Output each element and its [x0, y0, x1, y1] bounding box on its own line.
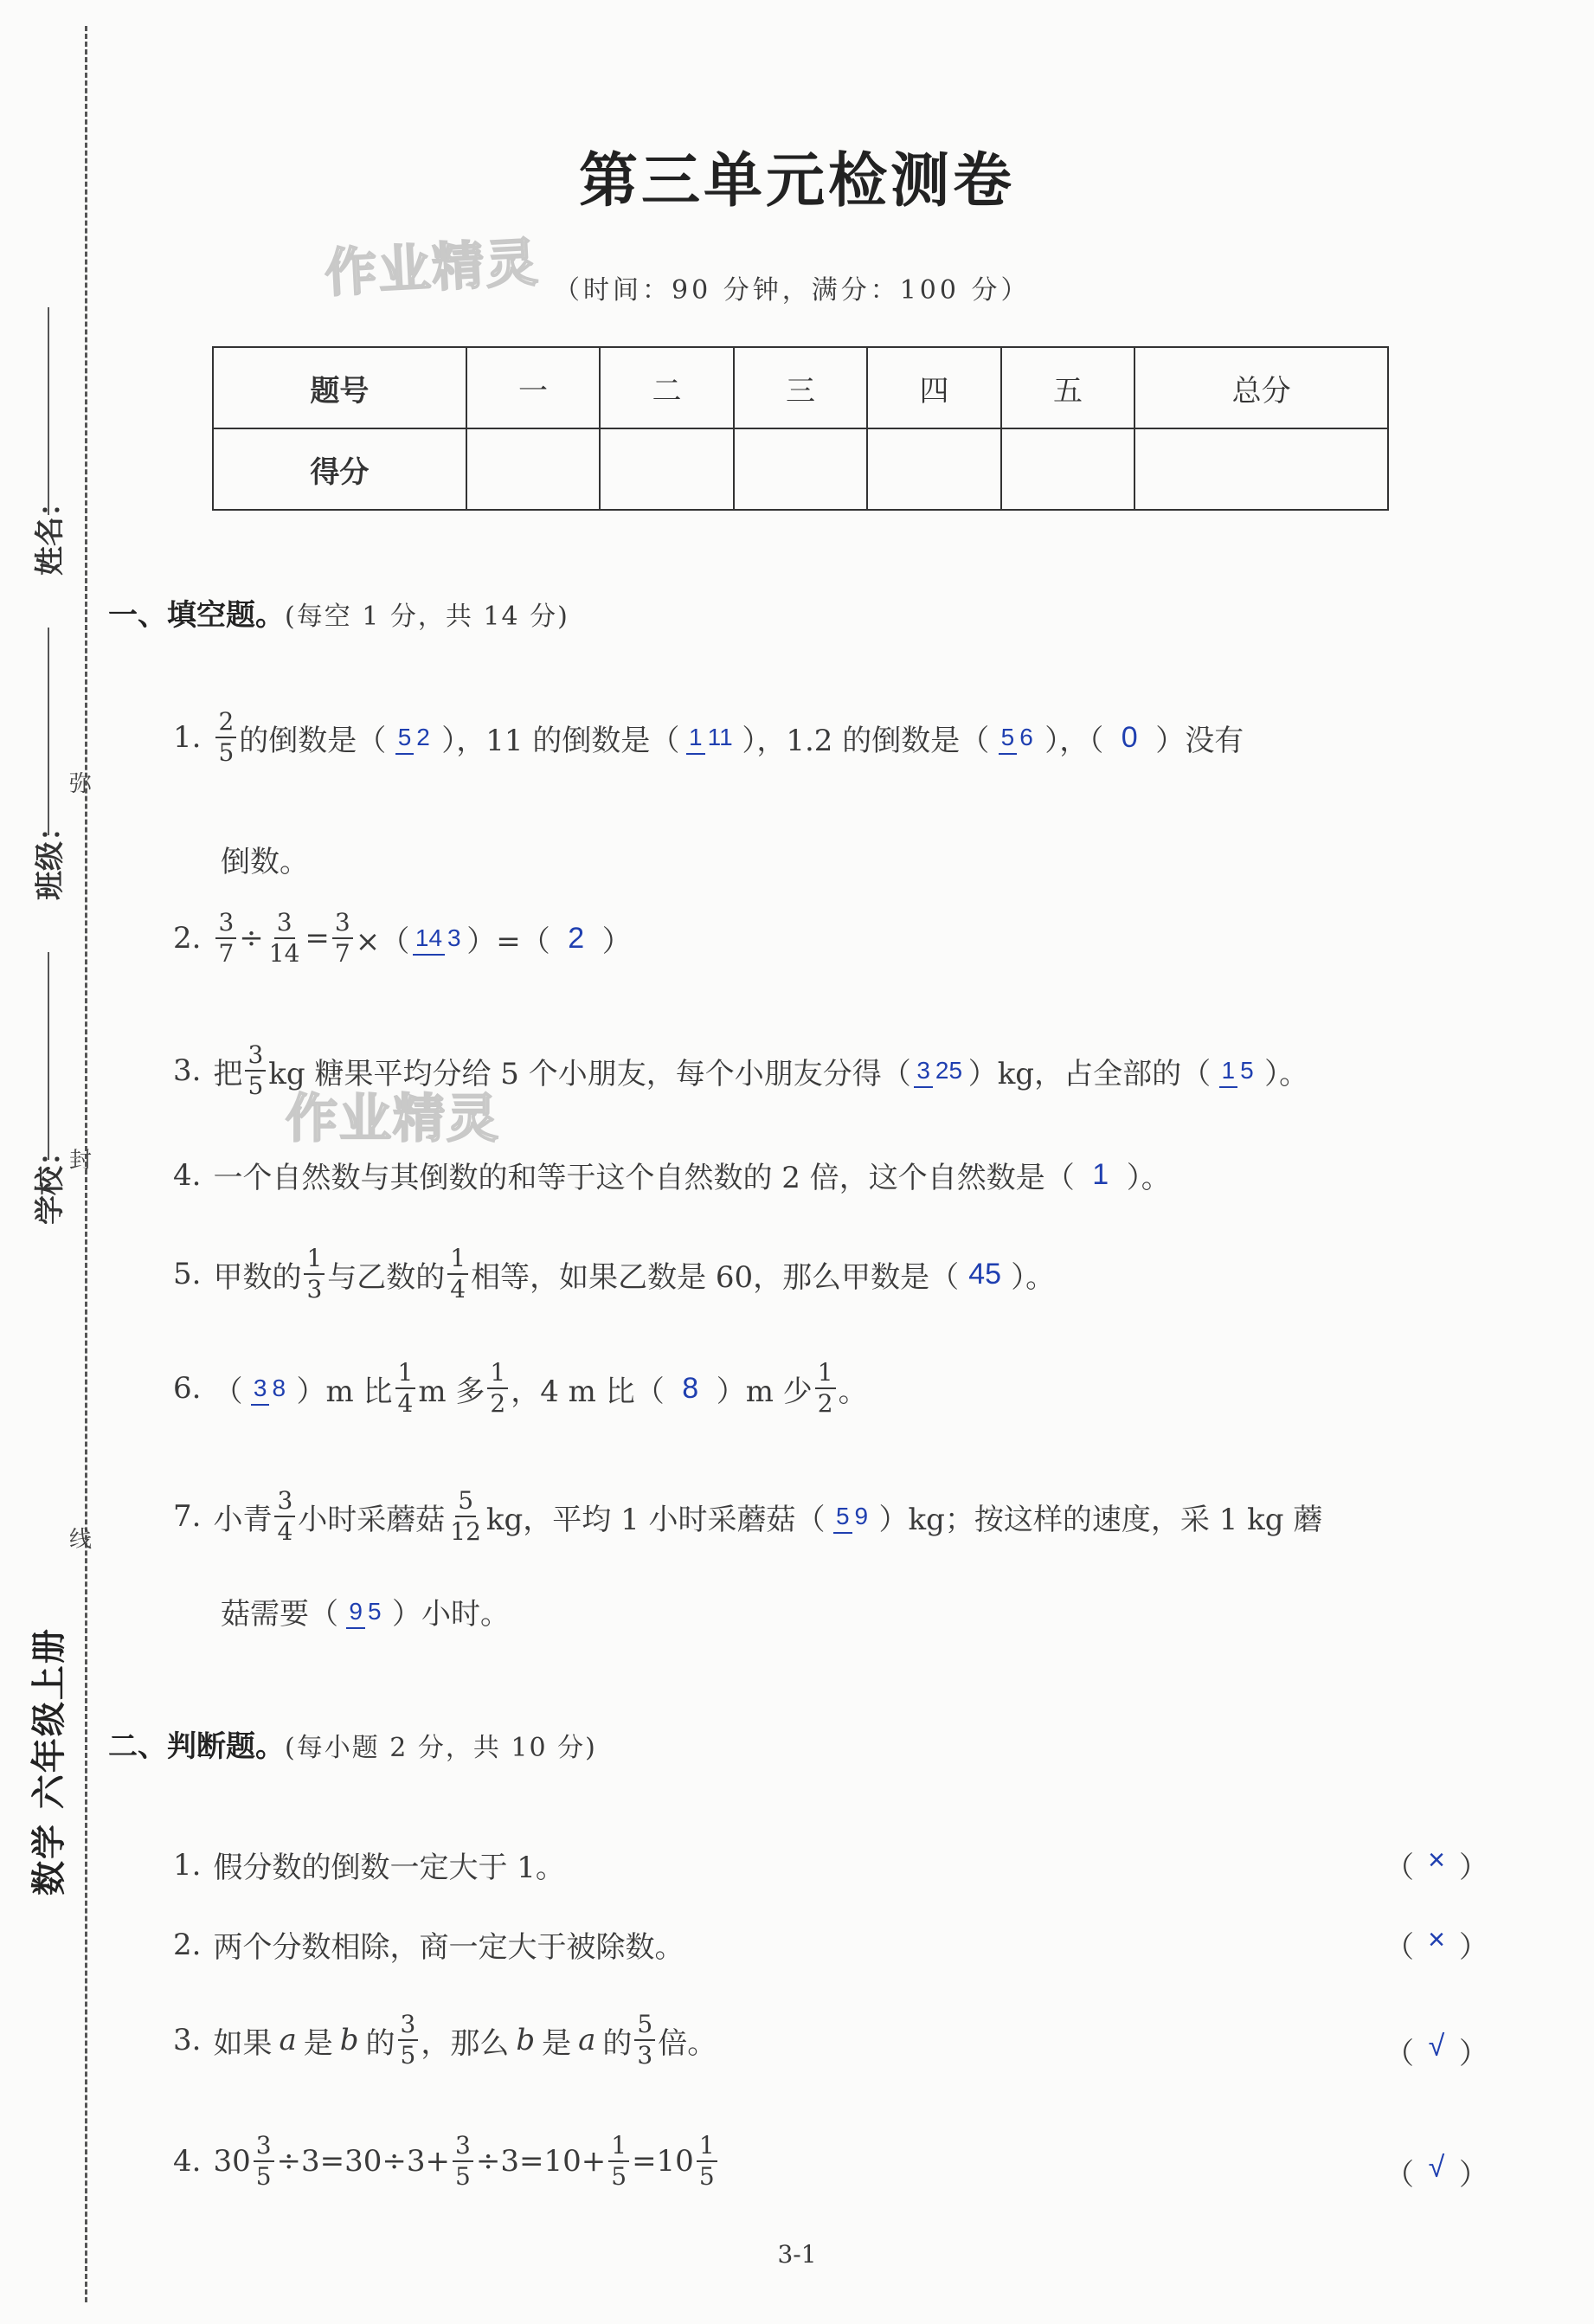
answer-7a[interactable]: 5 9 [828, 1504, 877, 1529]
school-label: 学校： [33, 1136, 67, 1225]
fill-question-4: 4. 一个自然数与其倒数的和等于这个自然数的 2 倍，这个自然数是（ 1 ）。 [173, 1157, 1171, 1195]
fill-question-2: 2. $\frac{3}{7}$ ÷ $\frac{3}{14}$ = $\frac{3}{7}$ ×（ 14 3 ）=（ 2 ） [173, 908, 632, 968]
answer-1d[interactable]: 0 [1121, 720, 1138, 754]
score-header-cell: 题号 [213, 347, 466, 428]
answer-2a[interactable]: 14 3 [412, 926, 464, 950]
score-header-cell: 总分 [1134, 347, 1388, 428]
judge-answer-1[interactable]: （ × ） [1385, 1844, 1488, 1885]
score-cell[interactable] [1134, 428, 1388, 510]
question-number: 6. [173, 1371, 202, 1406]
cut-mark-xian: 线 [69, 1527, 93, 1553]
section2-heading [108, 1722, 597, 1765]
answer-1c[interactable]: 5 6 [992, 725, 1042, 750]
exam-time-info: （时间：90 分钟，满分：100 分） [554, 275, 1031, 306]
score-row-label: 得分 [213, 428, 466, 510]
class-underline [48, 628, 49, 835]
score-header-cell: 四 [867, 347, 1001, 428]
page-number: 3-1 [777, 2240, 817, 2269]
section1-note: (每空 1 分，共 14 分) [285, 602, 569, 632]
answer-1a[interactable]: 5 2 [389, 725, 439, 750]
section1-title: 一、填空题。 [108, 598, 285, 633]
score-cell[interactable] [867, 428, 1001, 510]
watermark-top: 作业精灵 [323, 232, 541, 305]
fill-question-5: 5. 甲数的 $\frac{1}{3}$ 与乙数的 $\frac{1}{4}$ 相等，如果乙数是 60，那么甲数是（ 45 ）。 [173, 1244, 1056, 1304]
class-label: 班级： [33, 812, 67, 900]
judge-question-3: 3. 如果 a 是 b 的 $\frac{3}{5}$ ，那么 b 是 a 的 $\frac{5}{3}$ 倍。 [173, 2010, 717, 2070]
score-header-cell: 一 [466, 347, 601, 428]
score-table-score-row [213, 428, 1388, 510]
fill-question-3: 3. 把 $\frac{3}{5}$ kg 糖果平均分给 5 个小朋友，每个小朋友分得（ 3 25 ）kg，占全部的（ 1 5 ）。 [173, 1040, 1309, 1100]
section1-heading [108, 591, 569, 634]
fill-question-6: 6. （ 3 8 ）m 比 $\frac{1}{4}$ m 多 $\frac{1}{2}$ ，4 m 比（ 8 ）m 少 $\frac{1}{2}$ 。 [173, 1358, 868, 1418]
judge-answer-3[interactable]: （ √ ） [1385, 2030, 1488, 2071]
section2-title: 二、判断题。 [108, 1729, 285, 1764]
judge-answer-2[interactable]: （ × ） [1385, 1923, 1488, 1965]
fill-question-1: 1. $\frac{2}{5}$ 的倒数是（ 5 2 ），11 的倒数是（ 1 11 ），1.2 的倒数是（ 5 6 ），（ 0 ）没有 [173, 707, 1244, 767]
judge-question-1: 1. 假分数的倒数一定大于 1。 [173, 1847, 565, 1885]
cut-mark-feng: 封 [69, 1148, 93, 1174]
name-underline [48, 307, 49, 515]
question-number: 7. [173, 1499, 202, 1534]
answer-6a[interactable]: 3 8 [245, 1376, 293, 1400]
fill-question-1-cont: 倒数。 [221, 845, 309, 879]
question-number: 1. [173, 720, 202, 755]
answer-3a[interactable]: 3 25 [914, 1059, 966, 1083]
cut-mark-mi: 弥 [69, 771, 93, 797]
judge-question-2: 2. 两个分数相除，商一定大于被除数。 [173, 1927, 685, 1965]
score-header-cell: 二 [600, 347, 734, 428]
judge-question-4: 4. 30 $\frac{3}{5}$ ÷3=30÷3+ $\frac{3}{5}$ ÷3=10+ $\frac{1}{5}$ =10 $\frac{1}{5}$ [173, 2134, 720, 2189]
watermark-middle: 作业精灵 [286, 1089, 500, 1149]
question-number: 2. [173, 921, 202, 956]
answer-3b[interactable]: 1 5 [1213, 1059, 1262, 1083]
book-label: 数学 六年级上册 [29, 1627, 69, 1896]
score-cell[interactable] [1001, 428, 1135, 510]
answer-2b[interactable]: 2 [568, 921, 585, 955]
score-header-cell: 五 [1001, 347, 1135, 428]
section2-note: (每小题 2 分，共 10 分) [285, 1733, 597, 1763]
answer-7b[interactable]: 9 5 [341, 1600, 389, 1624]
score-cell[interactable] [734, 428, 868, 510]
school-underline [48, 952, 49, 1160]
fill-question-7: 7. 小青 $\frac{3}{4}$ 小时采蘑菇 $\frac{5}{12}$ kg，平均 1 小时采蘑菇（ 5 9 ）kg；按这样的速度，采 1 kg 蘑 [173, 1486, 1323, 1546]
score-cell[interactable] [600, 428, 734, 510]
answer-4[interactable]: 1 [1092, 1158, 1109, 1191]
score-table [212, 346, 1389, 511]
score-table-header-row [213, 347, 1388, 428]
question-number: 3. [173, 1053, 202, 1088]
name-label: 姓名： [33, 487, 67, 576]
judge-answer-4[interactable]: （ √ ） [1385, 2151, 1488, 2192]
score-cell[interactable] [466, 428, 601, 510]
question-number: 4. [173, 1157, 202, 1193]
fill-question-7-cont: 菇需要（ 9 5 ）小时。 [221, 1597, 510, 1632]
question-number: 5. [173, 1257, 202, 1291]
answer-6b[interactable]: 8 [682, 1371, 699, 1405]
score-header-cell: 三 [734, 347, 868, 428]
fraction: $\frac{2}{5}$ [215, 710, 236, 765]
page-title: 第三单元检测卷 [578, 146, 1015, 216]
answer-5[interactable]: 45 [968, 1257, 1002, 1291]
answer-1b[interactable]: 1 11 [682, 725, 739, 750]
